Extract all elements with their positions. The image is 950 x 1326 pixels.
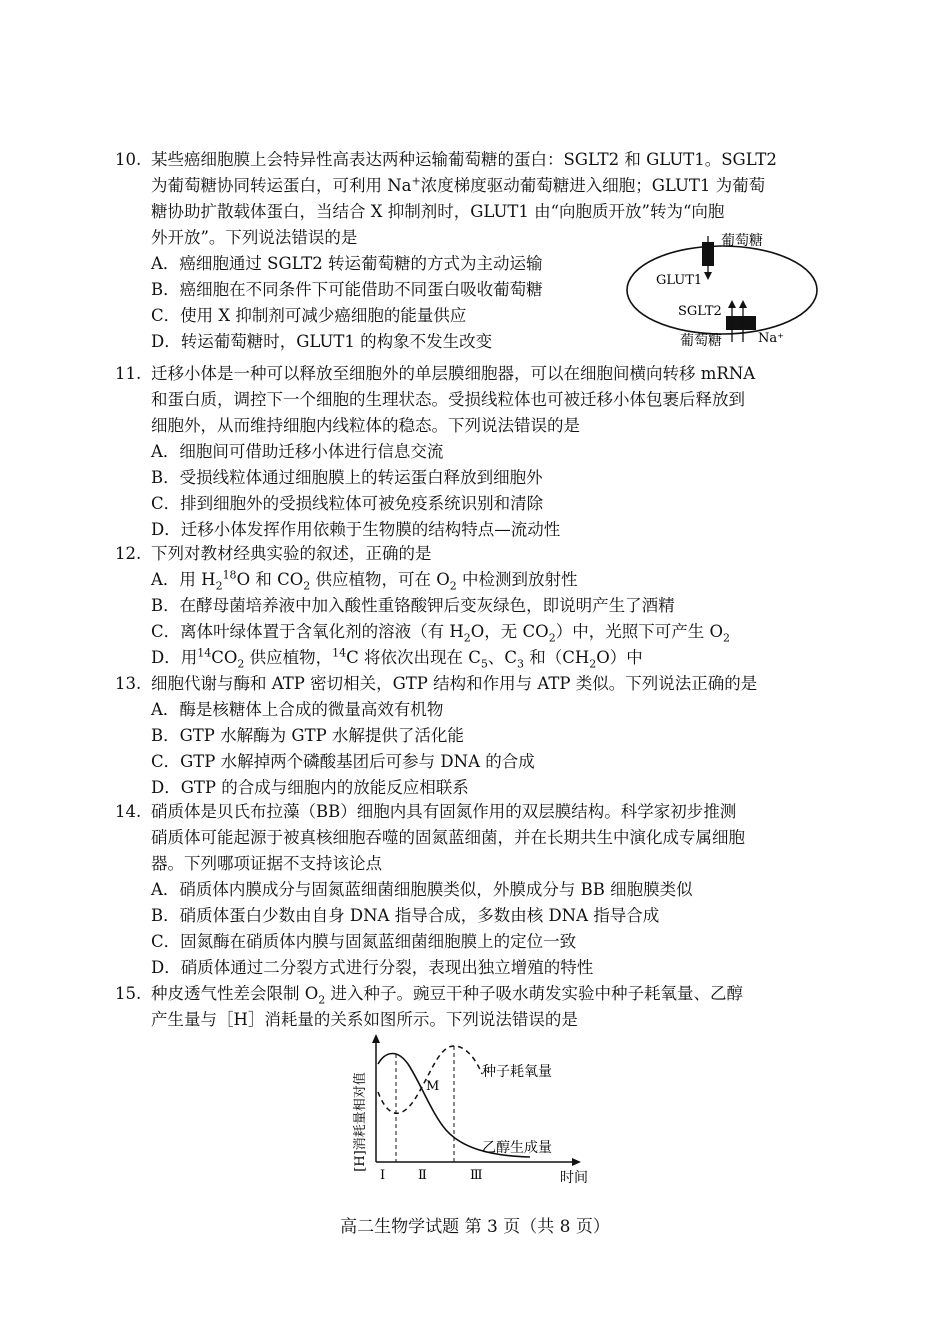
question-15: [115, 981, 830, 1033]
sglt2-label: SGLT2: [678, 304, 722, 319]
q12-stem: 12. 下列对教材经典实验的叙述，正确的是: [115, 544, 432, 563]
q11-option-d: D．迁移小体发挥作用依赖于生物膜的结构特点—流动性: [151, 520, 561, 539]
question-11: [115, 361, 830, 543]
ethanol-curve-label: 乙醇生成量: [482, 1140, 552, 1156]
sodium-label: Na⁺: [758, 331, 784, 346]
q10-stem: 10. 某些癌细胞膜上会特异性高表达两种运输葡萄糖的蛋白：SGLT2 和 GLUT1。SGLT2 为葡萄糖协同转运蛋白，可利用 Na+浓度梯度驱动葡萄糖进入细胞；GLUT1 为葡萄 糖协助扩散载体蛋白，当结合 X 抑制剂时，GLUT1 由“向胞质开放”转为“向胞 外开放”。下列说法错误的是: [115, 150, 777, 247]
page-footer: 高二生物学试题 第 3 页（共 8 页）: [340, 1217, 610, 1237]
question-12: [115, 541, 830, 671]
q10-option-d: D．转运葡萄糖时，GLUT1 的构象不发生改变: [151, 332, 493, 351]
cell-membrane-ellipse: [627, 246, 817, 334]
q11-stem: 11. 迁移小体是一种可以释放至细胞外的单层膜细胞器，可以在细胞间横向转移 mRNA 和蛋白质，调控下一个细胞的生理状态。受损线粒体也可被迁移小体包裹后释放到 细胞外，从而维持细胞内线粒体的稳态。下列说法错误的是: [115, 364, 756, 435]
y-axis-label: [H]消耗量相对值: [353, 1072, 368, 1172]
q12-option-a: A．用 $H_2^{18}O$ 和 $CO_2$ 供应植物，可在 $O_2$ 中检测到放射性: [151, 568, 578, 593]
q15-curve-chart: [340, 1034, 610, 1192]
q12-option-b: B．在酵母菌培养液中加入酸性重铬酸钾后变灰绿色，即说明产生了酒精: [151, 596, 675, 615]
glucose-top-label: 葡萄糖: [721, 233, 763, 249]
glucose-bottom-label: 葡萄糖: [680, 333, 722, 349]
q14-option-a: A．硝质体内膜成分与固氮蓝细菌细胞膜类似，外膜成分与 BB 细胞膜类似: [151, 880, 693, 899]
q14-option-c: C．固氮酶在硝质体内膜与固氮蓝细菌细胞膜上的定位一致: [151, 932, 577, 951]
point-m-label: M: [426, 1079, 440, 1094]
glut1-label: GLUT1: [656, 273, 703, 288]
q13-option-c: C．GTP 水解掉两个磷酸基团后可参与 DNA 的合成: [151, 752, 535, 771]
q11-option-a: A．细胞间可借助迁移小体进行信息交流: [151, 442, 444, 461]
q11-option-b: B．受损线粒体通过细胞膜上的转运蛋白释放到细胞外: [151, 468, 543, 487]
q13-option-b: B．GTP 水解酶为 GTP 水解提供了活化能: [151, 726, 464, 745]
q10-option-c: C．使用 X 抑制剂可减少癌细胞的能量供应: [151, 306, 467, 325]
q11-option-c: C．排到细胞外的受损线粒体可被免疫系统识别和清除: [151, 494, 544, 513]
q13-option-a: A．酶是核糖体上合成的微量高效有机物: [151, 700, 444, 719]
stage-1-label: Ⅰ: [380, 1168, 386, 1183]
q10-option-a: A．癌细胞通过 SGLT2 转运葡萄糖的方式为主动运输: [151, 254, 543, 273]
q13-stem: 13. 细胞代谢与酶和 ATP 密切相关，GTP 结构和作用与 ATP 类似。下列说法正确的是: [115, 674, 758, 693]
stage-2-label: Ⅱ: [418, 1168, 427, 1183]
q12-option-d: D．用$^{14}CO_2$ 供应植物，$^{14}$C 将依次出现在 $C_5$、$C_3$ 和$(CH_2O)$中: [151, 646, 643, 671]
q14-option-b: B．硝质体蛋白少数由自身 DNA 指导合成，多数由核 DNA 指导合成: [151, 906, 660, 925]
q10-membrane-diagram: [622, 228, 832, 356]
oxygen-curve-label: 种子耗氧量: [482, 1064, 552, 1080]
stage-3-label: Ⅲ: [470, 1168, 483, 1183]
x-axis-label: 时间: [560, 1170, 588, 1186]
q10-option-b: B．癌细胞在不同条件下可能借助不同蛋白吸收葡萄糖: [151, 280, 543, 299]
q14-stem: 14. 硝质体是贝氏布拉藻（BB）细胞内具有固氮作用的双层膜结构。科学家初步推测 硝质体可能起源于被真核细胞吞噬的固氮蓝细菌，并在长期共生中演化成专属细胞 器。下列哪项证据不支持该论点: [115, 802, 745, 873]
question-13: [115, 671, 830, 801]
q15-stem: 15. 种皮透气性差会限制 $O_2$ 进入种子。豌豆干种子吸水萌发实验中种子耗氧量、乙醇 产生量与［H］消耗量的关系如图所示。下列说法错误的是: [115, 984, 744, 1029]
q14-option-d: D．硝质体通过二分裂方式进行分裂，表现出独立增殖的特性: [151, 958, 594, 977]
q13-option-d: D．GTP 的合成与细胞内的放能反应相联系: [151, 778, 469, 797]
sglt2-protein: [726, 316, 756, 330]
question-14: [115, 799, 830, 981]
q12-option-c: C．离体叶绿体置于含氧化剂的溶液（有 $H_2O$，无 $CO_2$）中，光照下可产生 $O_2$: [151, 622, 730, 645]
